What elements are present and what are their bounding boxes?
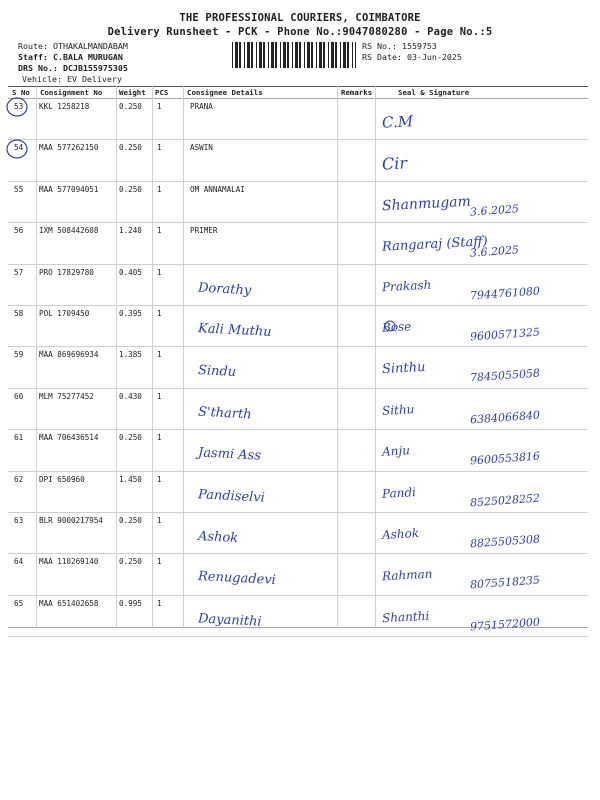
row-pcs: 1	[157, 474, 162, 484]
row-consignee: PRIMER	[190, 226, 218, 236]
row-signature: Shanmugam	[381, 193, 472, 215]
row-weight: 0.405	[119, 267, 142, 277]
row-consignee: ASWIN	[190, 143, 213, 153]
row-signature-number: 3.6.2025	[469, 243, 520, 260]
row-pcs: 1	[157, 184, 162, 194]
row-weight: 0.430	[119, 391, 142, 401]
row-signature-number: 7845055058	[469, 366, 541, 385]
row-consignee: OM ANNAMALAI	[190, 184, 245, 194]
row-handwritten-consignee: Renugadevi	[197, 569, 277, 589]
row-consignment-no: MLM 75277452	[39, 391, 94, 401]
row-serial-no: 60	[14, 391, 24, 401]
runsheet-subtitle: Delivery Runsheet - PCK - Phone No.:9047080280 - Page No.:5	[107, 26, 493, 38]
row-consignment-no: MAA 869696934	[39, 350, 99, 360]
row-handwritten-consignee: Kali Muthu	[197, 321, 272, 340]
row-signature: Prakash	[381, 277, 432, 294]
col-header-pcs: PCS	[155, 88, 169, 97]
row-pcs: 1	[157, 433, 162, 443]
rs-date: RS Date: 03-Jun-2025	[362, 52, 462, 62]
row-weight: 0.995	[119, 598, 142, 608]
row-consignment-no: MAA 577094051	[39, 184, 99, 194]
row-handwritten-consignee: Dorathy	[197, 280, 252, 298]
row-signature: Shanthi	[381, 608, 430, 626]
row-weight: 0.250	[119, 557, 142, 567]
row-handwritten-consignee: Pandiselvi	[197, 486, 266, 506]
row-signature-number: 6384066840	[469, 408, 541, 427]
circled-serial-53	[7, 98, 27, 116]
row-weight: 1.450	[119, 474, 142, 484]
row-signature-number: 9600571325	[469, 325, 541, 344]
row-serial-no: 62	[14, 474, 24, 484]
row-pcs: 1	[157, 557, 162, 567]
row-pcs: 1	[157, 391, 162, 401]
vehicle-label: Vehicle: EV Delivery	[22, 74, 122, 84]
row-weight: 0.250	[119, 433, 142, 443]
row-serial-no: 53	[14, 102, 24, 111]
row-handwritten-consignee: Sindu	[197, 363, 237, 381]
row-consignment-no: MAA 577262150	[39, 143, 99, 153]
row-consignment-no: KKL 1258218	[39, 102, 90, 111]
row-serial-no: 56	[14, 226, 24, 236]
row-weight: 1.385	[119, 350, 142, 360]
row-pcs: 1	[157, 143, 162, 153]
row-consignment-no: MAA 110269140	[39, 557, 99, 567]
row-signature: Sithu	[381, 401, 415, 418]
row-consignment-no: MAA 651402658	[39, 598, 99, 608]
route-label: Route: OTHAKALMANDABAM	[18, 41, 128, 51]
row-signature: Pandi	[381, 484, 417, 501]
staff-label: Staff: C.BALA MURUGAN	[18, 52, 123, 62]
circled-mark	[385, 321, 395, 331]
row-handwritten-consignee: Ashok	[197, 528, 239, 547]
row-pcs: 1	[157, 309, 162, 318]
row-signature: Rahman	[381, 567, 433, 584]
row-consignment-no: BLR 9000217954	[39, 516, 104, 525]
row-serial-no: 55	[14, 184, 24, 194]
row-serial-no: 64	[14, 557, 24, 567]
row-weight: 1.240	[119, 226, 142, 236]
row-signature: Ashok	[381, 526, 420, 542]
col-header-consignee: Consignee Details	[187, 88, 263, 97]
col-header-remarks: Remarks	[341, 88, 373, 97]
row-serial-no: 65	[14, 598, 24, 608]
row-serial-no: 61	[14, 433, 24, 443]
row-consignment-no: MAA 706436514	[39, 433, 99, 443]
row-pcs: 1	[157, 226, 162, 236]
row-pcs: 1	[157, 350, 162, 360]
row-handwritten-consignee: Jasmi Ass	[197, 445, 262, 464]
row-signature: Anju	[381, 443, 411, 459]
row-serial-no: 54	[14, 143, 24, 153]
col-header-sno: S No	[12, 88, 30, 97]
row-signature: Cir	[381, 153, 408, 175]
row-pcs: 1	[157, 102, 162, 111]
drs-label: DRS No.: DCJB155975305	[18, 63, 128, 73]
row-pcs: 1	[157, 267, 162, 277]
row-consignment-no: IXM 508442608	[39, 226, 99, 236]
row-signature: Bose	[381, 319, 412, 335]
row-signature-number: 7944761080	[469, 284, 541, 303]
row-consignment-no: DPI 650960	[39, 474, 85, 484]
row-signature: C.M	[381, 112, 414, 132]
row-signature: Rangaraj (Staff)	[381, 234, 488, 255]
col-header-signature: Seal & Signature	[398, 88, 470, 97]
row-signature-number: 9600553816	[469, 449, 541, 468]
row-pcs: 1	[157, 598, 162, 608]
row-weight: 0.250	[119, 102, 142, 111]
row-serial-no: 63	[14, 516, 24, 525]
company-title: THE PROFESSIONAL COURIERS, COIMBATORE	[179, 12, 421, 24]
row-pcs: 1	[157, 516, 162, 525]
row-consignee: PRANA	[190, 102, 213, 111]
row-signature-number: 8825505308	[469, 532, 541, 551]
row-signature: Sinthu	[381, 360, 426, 378]
row-weight: 0.250	[119, 516, 142, 525]
row-signature-number: 3.6.2025	[469, 202, 520, 219]
row-serial-no: 57	[14, 267, 24, 277]
circled-serial-54	[7, 140, 27, 158]
col-header-weight: Weight	[119, 88, 146, 97]
row-weight: 0.250	[119, 184, 142, 194]
row-handwritten-consignee: S'tharth	[197, 404, 252, 423]
row-consignment-no: PRO 17829780	[39, 267, 94, 277]
row-serial-no: 58	[14, 309, 24, 318]
row-serial-no: 59	[14, 350, 24, 360]
row-weight: 0.250	[119, 143, 142, 153]
rs-number: RS No.: 1559753	[362, 41, 437, 51]
row-consignment-no: POL 1709450	[39, 309, 90, 318]
row-signature-number: 8525028252	[469, 491, 541, 510]
col-header-consignment: Consignment No	[40, 88, 103, 97]
row-weight: 0.395	[119, 309, 142, 318]
row-signature-number: 8075518235	[469, 573, 541, 592]
row-signature-number: 9751572000	[469, 615, 541, 634]
row-handwritten-consignee: Dayanithi	[197, 611, 262, 630]
